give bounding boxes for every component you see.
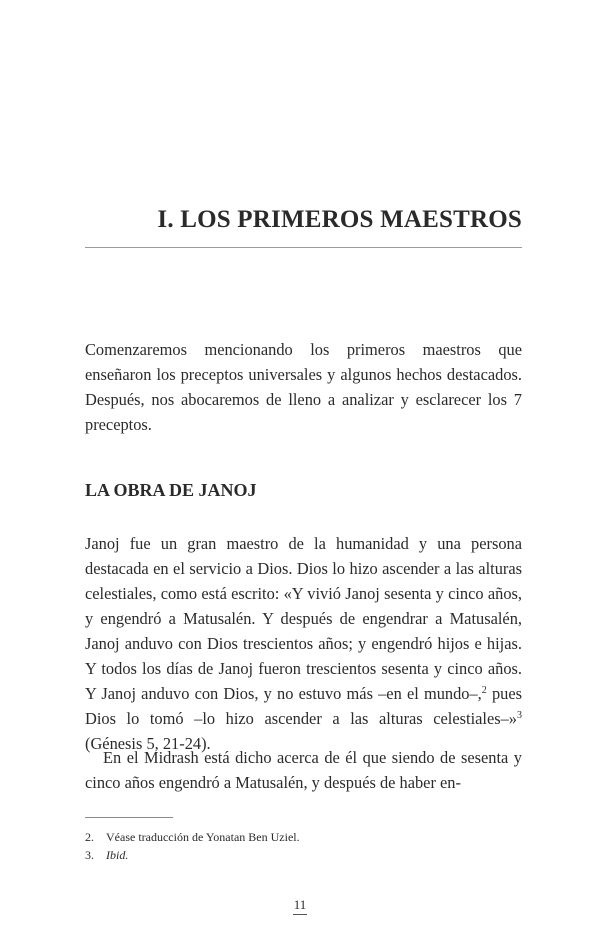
page-number: 11: [293, 897, 307, 912]
footnote-number: 2.: [85, 830, 94, 844]
footnote-number: 3.: [85, 848, 94, 862]
footnote-2: [85, 828, 522, 846]
chapter-title: I. LOS PRIMEROS MAESTROS: [157, 206, 522, 233]
body-paragraph-1: [85, 531, 522, 756]
body-paragraph-1-part-a: Janoj fue un gran maestro de la humanidad y una persona destacada en el servicio a Dios. Dios lo hizo ascender a las alturas celestiales, como está escrito: «Y vivió Janoj sesenta y cinco años, y engendró a Matusalén. Y después de engendrar a Matusalén, Janoj anduvo con Dios trescientos años; y engendró hijos e hijas. Y todos los días de Janoj fueron trescientos sesenta y cinco años. Y Janoj anduvo con Dios, y no estuvo más –en el mundo–,: [85, 534, 522, 703]
footnote-text: Véase traducción de Yonatan Ben Uziel.: [106, 830, 300, 844]
title-underline: [85, 247, 522, 248]
footnote-3: [85, 846, 522, 864]
intro-paragraph: Comenzaremos mencionando los primeros maestros que enseñaron los preceptos universales y algunos hechos destacados. Después, nos abocaremos de lleno a analizar y esclarecer los 7 preceptos.: [85, 340, 522, 434]
body-paragraph-1-part-b: pues Dios lo tomó –lo hizo ascender a las alturas celestiales–»: [85, 684, 522, 728]
footnote-separator: [85, 817, 173, 818]
body-paragraph-1-part-c: (Génesis 5, 21-24).: [85, 734, 211, 753]
footnote-ref-2: 2: [481, 685, 487, 696]
body-paragraph-2: En el Midrash está dicho acerca de él que siendo de sesenta y cinco años engendró a Matusalén, y después de haber en-: [85, 748, 522, 792]
page-number-underline: [293, 914, 307, 915]
footnote-ref-3: 3: [517, 710, 522, 721]
footnote-text: Ibid.: [106, 848, 129, 862]
footnotes: [85, 828, 522, 864]
section-heading: LA OBRA DE JANOJ: [85, 480, 257, 500]
